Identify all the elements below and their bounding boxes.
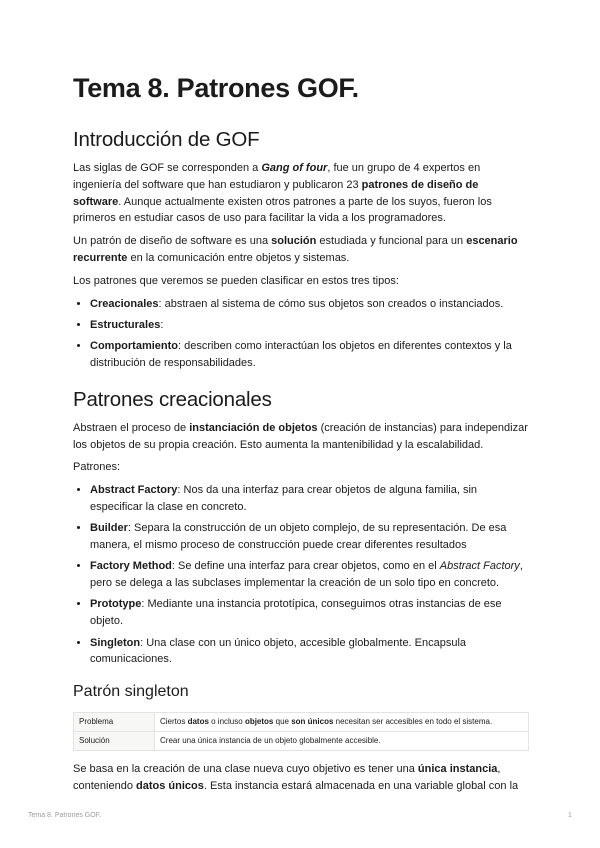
text-run: necesitan ser accesibles en todo el sistema. [333, 717, 493, 727]
text-run: Factory Method [90, 560, 172, 573]
text-run: Abstract Factory [439, 560, 520, 573]
document-page [73, 70, 529, 801]
text-run: , fue un grupo de 4 expertos en ingeniería del software que han estudiaron y publicaron 23 [73, 162, 481, 191]
text-run: : describen como interactúan los objetos en diferentes contextos y la distribución de responsabilidades. [90, 340, 512, 369]
table-key-cell: Problema [74, 713, 155, 732]
text-run: Ciertos [160, 717, 188, 727]
text-run: Un patrón de diseño de software es una [73, 235, 272, 248]
text-run: escenario recurrente [73, 235, 518, 264]
page-number: 1 [568, 812, 572, 819]
list-item [90, 338, 529, 372]
singleton-table [73, 712, 529, 751]
text-run: , pero se delega a las subclases implementar la creación de un solo tipo en concreto. [90, 560, 523, 590]
text-run: Patrones: [73, 461, 121, 474]
page-title: Tema 8. Patrones GOF. [73, 73, 359, 103]
text-run: solución [271, 235, 317, 248]
text-run: única instancia [417, 763, 498, 776]
table-key-cell: Solución [74, 732, 155, 751]
text-run: que [273, 717, 292, 727]
text-run: Creacionales [90, 297, 159, 310]
intro-paragraph-3 [73, 273, 529, 290]
text-run: Prototype [90, 598, 142, 611]
footer-title: Tema 8. Patrones GOF. [28, 812, 102, 819]
table-value-cell [155, 713, 529, 732]
list-item [90, 296, 529, 313]
table-value-cell [155, 732, 529, 751]
pattern-types-list [73, 296, 529, 372]
text-run: objetos [244, 717, 274, 727]
text-run: Comportamiento [90, 340, 178, 353]
text-run: Singleton [90, 636, 141, 649]
text-run: patrones de diseño de software [73, 178, 479, 208]
text-run: : Una clase con un único objeto, accesible globalmente. Encapsula comunicaciones. [90, 636, 467, 666]
section-heading-intro: Introducción de GOF [73, 128, 260, 151]
table-row [74, 732, 529, 751]
text-run: instanciación de objetos [189, 421, 318, 434]
text-run: : Se define una interfaz para crear objetos, como en el [171, 560, 440, 573]
text-run: datos [187, 717, 209, 727]
list-item [90, 596, 529, 630]
text-run: Gang of four [261, 162, 328, 174]
text-run: en la comunicación entre objetos y sistemas. [127, 251, 350, 264]
list-item [90, 317, 529, 334]
text-run: . Esta instancia estará almacenada en una variable global con la [203, 779, 519, 792]
text-run: : Separa la construcción de un objeto complejo, de su representación. De esa manera, el mismo proceso de construcción puede crear diferentes resultados [90, 522, 507, 552]
text-run: , conteniendo [73, 763, 501, 792]
text-run: Los patrones que veremos se pueden clasificar en estos tres tipos: [73, 274, 399, 287]
subsection-heading-singleton: Patrón singleton [73, 683, 189, 701]
text-run: Crear una única instancia de un objeto globalmente accesible. [160, 736, 381, 746]
creational-patterns-list [73, 482, 529, 668]
list-item [90, 635, 529, 669]
text-run: Builder [90, 522, 128, 535]
text-run: (creación de instancias) para independizar los objetos de su propia creación. Esto aumenta la mantenibilidad y la escalabilidad. [73, 421, 528, 451]
text-run: Abstract Factory [90, 484, 178, 497]
creational-paragraph-1 [73, 420, 529, 454]
intro-paragraph-2 [73, 233, 529, 267]
text-run: o incluso [208, 717, 245, 727]
text-run: Estructurales [90, 318, 161, 331]
singleton-paragraph-1 [73, 761, 529, 795]
section-heading-creational: Patrones creacionales [73, 387, 272, 411]
table-row [74, 713, 529, 732]
list-item [90, 482, 529, 516]
text-run: . Aunque actualmente existen otros patrones a parte de los suyos, fueron los primeros en estudiar casos de uso para facilitar la vida a los programadores. [73, 195, 492, 225]
list-item [90, 558, 529, 592]
text-run: Abstraen el proceso de [73, 421, 190, 434]
text-run: : Mediante una instancia prototípica, conseguimos otras instancias de ese objeto. [90, 598, 502, 628]
text-run: : abstraen al sistema de cómo sus objetos son creados o instanciados. [158, 297, 504, 310]
text-run: estudiada y funcional para un [316, 235, 467, 248]
intro-paragraph-1 [73, 160, 529, 227]
list-item [90, 520, 529, 554]
text-run: Se basa en la creación de una clase nueva cuyo objetivo es tener una [73, 763, 418, 776]
text-run: son únicos [291, 717, 334, 727]
creational-paragraph-2 [73, 459, 529, 476]
text-run: : [160, 318, 164, 331]
text-run: datos únicos [136, 779, 204, 792]
text-run: : Nos da una interfaz para crear objetos de alguna familia, sin especificar la clase en concreto. [90, 484, 478, 513]
text-run: Las siglas de GOF se corresponden a [73, 162, 262, 174]
